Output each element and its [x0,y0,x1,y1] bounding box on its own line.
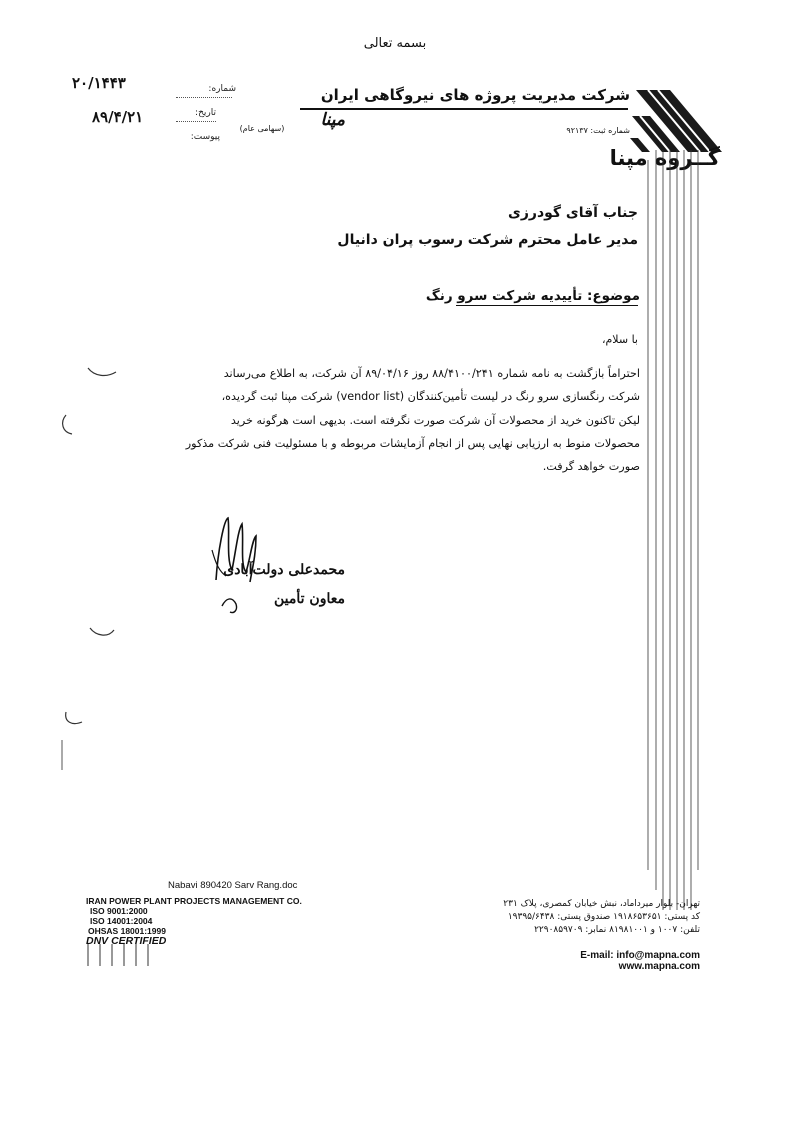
address-line: تهران- بلوار میرداماد، نبش خیابان کمصری، پلاک ۲۳۱ [503,899,700,909]
recipient-title: مدیر عامل محترم شرکت رسوب پران دانیال [337,232,638,248]
signer-name: محمدعلی دولت‌آبادی [223,562,345,578]
number-label: شماره: [208,84,236,94]
greeting: با سلام، [601,333,638,346]
address-line: کد پستی: ۱۹۱۸۶۵۳۶۵۱ صندوق پستی: ۱۹۳۹۵/۶۴۳۸ [507,912,700,922]
footer-bars [86,944,156,966]
letter-number-value: ۲۰/۱۴۴۳ [72,74,126,92]
subject: موضوع: تأییدیه شرکت سرو رنگ [425,288,640,304]
company-name: شرکت مدیریت پروژه های نیروگاهی ایران [320,86,630,104]
mapna-logo [630,82,722,152]
date-label: تاریخ: [195,108,216,118]
body-line: صورت خواهد گرفت. [542,460,640,474]
company-english-name: IRAN POWER PLANT PROJECTS MANAGEMENT CO. [86,896,302,906]
website-text: www.mapna.com [618,961,700,972]
letter-date-value: ۸۹/۴/۲۱ [92,108,144,126]
file-reference: Nabavi 890420 Sarv Rang.doc [168,880,298,891]
group-name: گــروه مپنا [609,146,720,170]
letter-body [154,362,640,478]
recipient-name: جناب آقای گودرزی [508,205,638,221]
iso-line: ISO 14001:2004 [90,916,153,926]
body-line: محصولات منوط به ارزیابی نهایی پس از انجام آزمایشات مربوطه و با مسئولیت فنی شرکت مذکور [185,436,640,450]
dnv-certified: DNV CERTIFIED [86,935,167,947]
number-line [176,97,232,98]
body-line: شرکت رنگسازی سرو رنگ در لیست تأمین‌کنندگان (vendor list) شرکت مپنا ثبت گردیده، [221,390,640,404]
signer-title: معاون تأمین [274,591,345,607]
registration-number: شماره ثبت: ۹۲۱۳۷ [566,126,630,135]
footer-company-block [86,888,356,946]
basmala: بسمه تعالی [363,36,427,51]
brand-small: مپنا [320,110,345,130]
date-line [176,121,216,122]
address-line: تلفن: ۱۰۰۷ و ۸۱۹۸۱۰۰۱ نمابر: ۲۲۹۰۸۵۹۷۰۹ [534,925,700,935]
body-line: احتراماً بازگشت به نامه شماره ۸۸/۴۱۰۰/۲۴۱ روز ۸۹/۰۴/۱۶ آن شرکت، به اطلاع می‌رساند [223,367,640,380]
subject-underline [456,305,638,306]
footer-contact [530,950,700,972]
company-type: (سهامی عام) [239,124,285,133]
email-text: E-mail: info@mapna.com [580,950,700,961]
body-line: لیکن تاکنون خرید از محصولات آن شرکت صورت نگرفته است. بدیهی است هرگونه خرید [230,413,640,427]
iso-line: ISO 9001:2000 [90,906,148,916]
iso-line: OHSAS 18001:1999 [88,926,166,936]
punch-hole-marks [58,360,118,780]
attachment-label: پیوست: [190,132,220,142]
company-rule [300,108,628,110]
footer-address [470,898,700,937]
